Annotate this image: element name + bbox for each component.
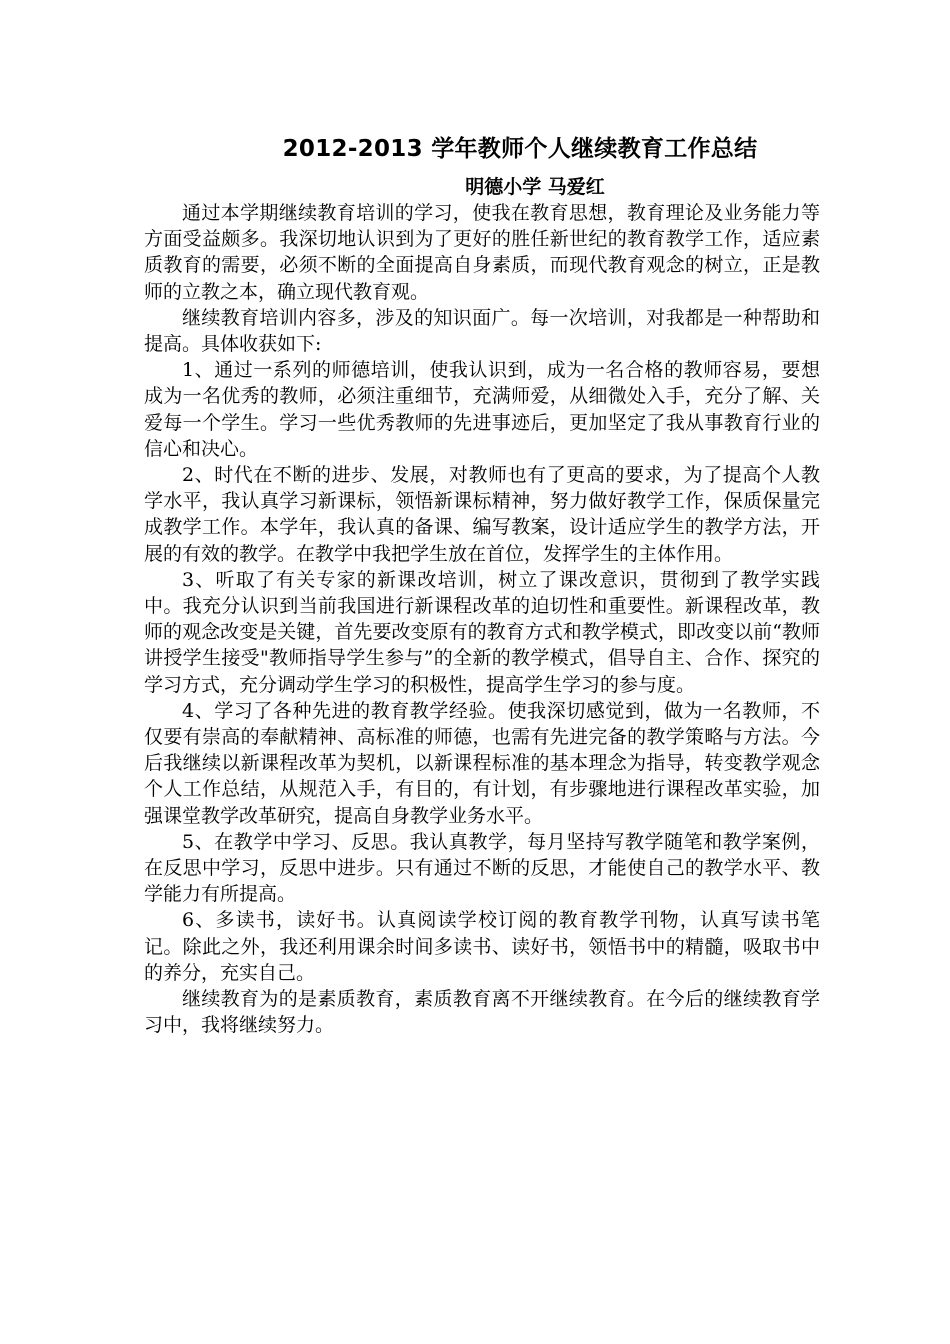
paragraph-item-2: 2、时代在不断的进步、发展，对教师也有了更高的要求，为了提高个人教学水平，我认真学习新课标，领悟新课标精神，努力做好教学工作，保质保量完成教学工作。本学年，我认真的备课、编写教案，设计适应学生的教学方法，开展的有效的教学。在教学中我把学生放在首位，发挥学生的主体作用。: [144, 464, 820, 565]
paragraph-item-1: 1、通过一系列的师德培训，使我认识到，成为一名合格的教师容易，要想成为一名优秀的教师，必须注重细节，充满师爱，从细微处入手，充分了解、关爱每一个学生。学习一些优秀教师的先进事迹后，更加坚定了我从事教育行业的信心和决心。: [144, 359, 820, 460]
document-body: [144, 200, 820, 1039]
paragraph-item-6: 6、多读书，读好书。认真阅读学校订阅的教育教学刊物，认真写读书笔记。除此之外，我还利用课余时间多读书、读好书，领悟书中的精髓，吸取书中的养分，充实自己。: [144, 909, 820, 984]
paragraph-intro: 通过本学期继续教育培训的学习，使我在教育思想，教育理论及业务能力等方面受益颇多。我深切地认识到为了更好的胜任新世纪的教育教学工作，适应素质教育的需要，必须不断的全面提高自身素质，而现代教育观念的树立，正是教师的立教之本，确立现代教育观。: [144, 202, 820, 303]
paragraph-item-5: 5、在教学中学习、反思。我认真教学，每月坚持写教学随笔和教学案例，在反思中学习，反思中进步。只有通过不断的反思，才能使自己的教学水平、教学能力有所提高。: [144, 830, 820, 906]
paragraph-item-3: 3、听取了有关专家的新课改培训，树立了课改意识，贯彻到了教学实践中。我充分认识到当前我国进行新课程改革的迫切性和重要性。新课程改革，教师的观念改变是关键，首先要改变原有的教育方式和教学模式，即改变以前“教师讲授学生接受"教师指导学生参与”的全新的教学模式，倡导自主、合作、探究的学习方式，充分调动学生学习的积极性，提高学生学习的参与度。: [144, 568, 820, 696]
document-title: 2012-2013 学年教师个人继续教育工作总结: [282, 136, 758, 162]
paragraph-conclusion: 继续教育为的是素质教育，素质教育离不开继续教育。在今后的继续教育学习中，我将继续努力。: [144, 988, 820, 1037]
author-line: 明德小学 马爱红: [465, 176, 605, 198]
paragraph-overview: 继续教育培训内容多，涉及的知识面广。每一次培训，对我都是一种帮助和提高。具体收获如下:: [144, 306, 820, 356]
paragraph-item-4: 4、学习了各种先进的教育教学经验。使我深切感觉到，做为一名教师，不仅要有崇高的奉献精神、高标准的师德，也需有先进完备的教学策略与方法。今后我继续以新课程改革为契机，以新课程标准的基本理念为指导，转变教学观念个人工作总结，从规范入手，有目的，有计划，有步骤地进行课程改革实验，加强课堂教学改革研究，提高自身教学业务水平。: [144, 699, 820, 827]
